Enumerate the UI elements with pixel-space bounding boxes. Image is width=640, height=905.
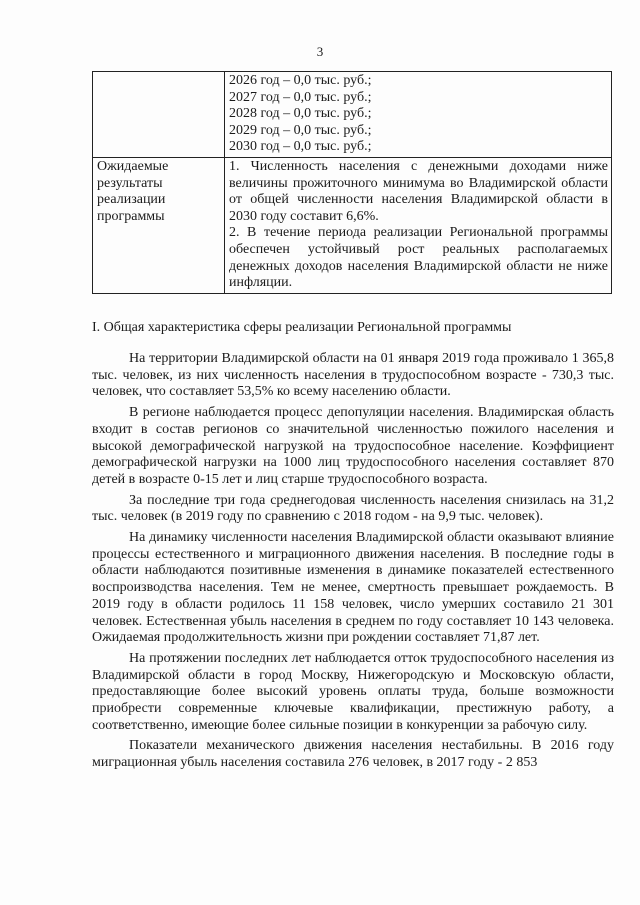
paragraph: На территории Владимирской области на 01 января 2019 года проживало 1 365,8 тыс. человек, из них численность населения в трудоспособном возрасте - 730,3 тыс. человек, что составляет 53,5% ко всему населению области. bbox=[92, 351, 614, 400]
page-number: 3 bbox=[316, 44, 324, 59]
paragraph: Показатели механического движения населения нестабильны. В 2016 году миграционная убыль населения составила 276 человек, в 2017 году - 2 853 bbox=[92, 738, 614, 771]
funding-line: 2026 год – 0,0 тыс. руб.; bbox=[229, 73, 372, 88]
expected-result-item: 1. Численность населения с денежными доходами ниже величины прожиточного минимума во Владимирской области от общей численности населения Владимирской области в 2030 году составит 6,6%. bbox=[229, 158, 608, 224]
results-label-line: программы bbox=[97, 208, 165, 224]
funding-line: 2028 год – 0,0 тыс. руб.; bbox=[229, 106, 372, 122]
table-row-expected-results bbox=[93, 157, 612, 293]
results-label-line: реализации bbox=[97, 192, 166, 208]
paragraph: На протяжении последних лет наблюдается отток трудоспособного населения из Владимирской области в город Москву, Нижегородскую и Московскую области, предоставляющие более высокий уровень оплаты труда, больше возможности приобрести современные ключевые квалификации, престижную работу, а соответственно, имеющие более сильные позиции в конкуренции за рабочую силу. bbox=[92, 650, 614, 733]
paragraph: За последние три года среднегодовая численность населения снизилась на 31,2 тыс. человек (в 2019 году по сравнению с 2018 годом - на 9,9 тыс. человек). bbox=[92, 492, 614, 525]
results-label-line: Ожидаемые bbox=[97, 158, 169, 174]
funding-line: 2030 год – 0,0 тыс. руб.; bbox=[229, 139, 372, 155]
paragraph: На динамику численности населения Владимирской области оказывают влияние процессы естественного и миграционного движения населения. В последние годы в области наблюдаются позитивные изменения в динамике показателей естественного воспроизводства населения. Тем не менее, смертность превышает рождаемость. В 2019 году в области родилось 11 158 человек, число умерших составило 21 301 человек. Естественная убыль населения в среднем по году составляет 10 143 человека. Ожидаемая продолжительность жизни при рождении составляет 71,87 лет. bbox=[92, 530, 614, 646]
section-body bbox=[92, 351, 614, 776]
table-cell-results-label bbox=[93, 157, 225, 293]
paragraph: В регионе наблюдается процесс депопуляции населения. Владимирская область входит в состав регионов со значительной численностью пожилого населения и высокой демографической нагрузкой на трудоспособное население. Коэффициент демографической нагрузки на 1000 лиц трудоспособного населения составляет 870 детей в возрасте 0-15 лет и лиц старше трудоспособного возраста. bbox=[92, 405, 614, 487]
expected-result-item: 2. В течение периода реализации Региональной программы обеспечен устойчивый рост реальных располагаемых денежных доходов населения Владимирской области не ниже инфляции. bbox=[229, 225, 608, 291]
section-title: I. Общая характеристика сферы реализации Региональной программы bbox=[92, 320, 512, 335]
table-row-funding bbox=[93, 72, 612, 158]
table-cell-results-text bbox=[225, 157, 612, 293]
program-passport-table bbox=[92, 71, 612, 294]
results-label-line: результаты bbox=[97, 175, 163, 191]
funding-line: 2029 год – 0,0 тыс. руб.; bbox=[229, 122, 372, 138]
table-cell-funding-years bbox=[225, 72, 612, 158]
table-cell-empty-label bbox=[93, 72, 225, 158]
funding-line: 2027 год – 0,0 тыс. руб.; bbox=[229, 89, 372, 105]
